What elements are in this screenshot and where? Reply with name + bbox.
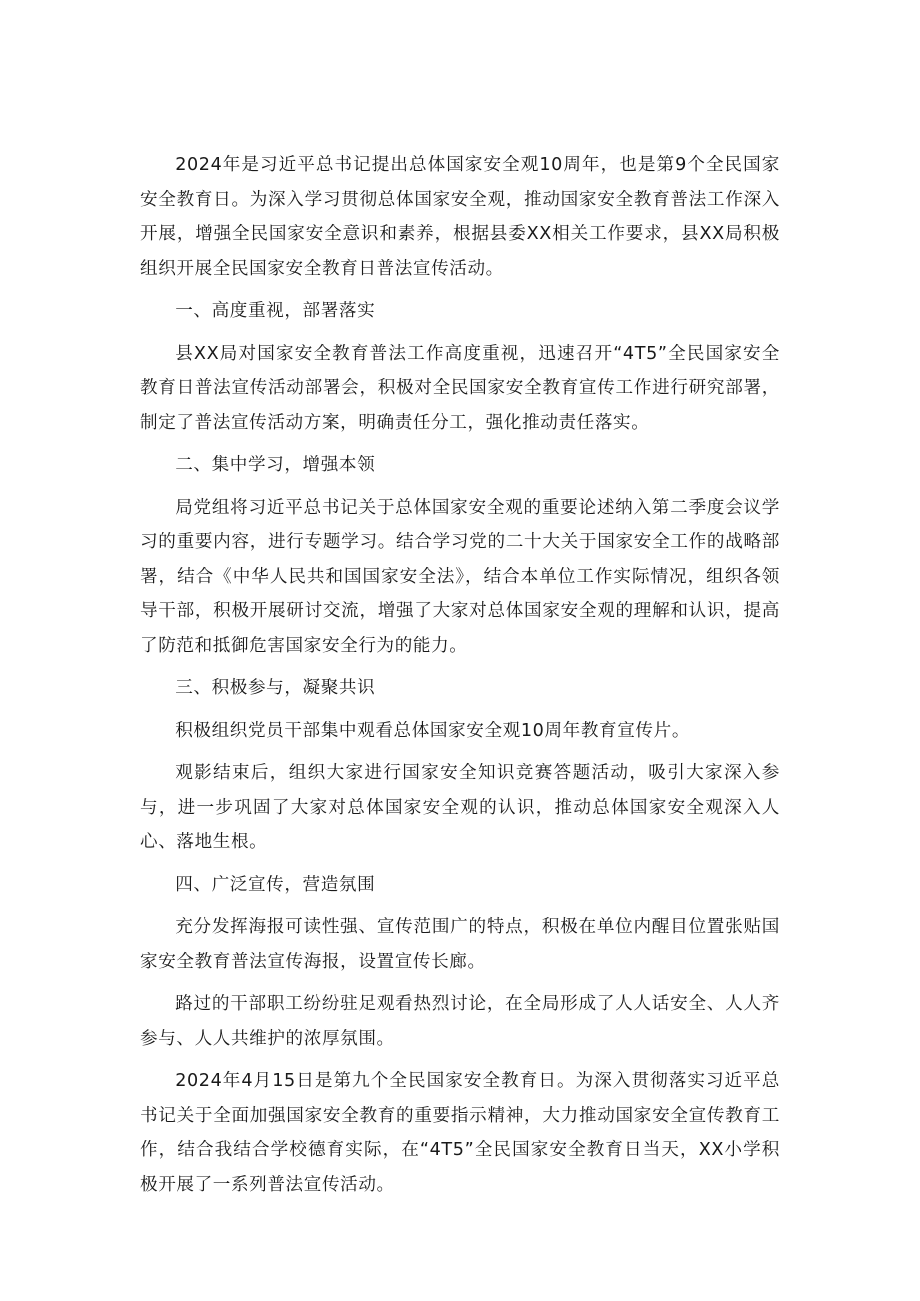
document-body <box>140 148 780 1202</box>
section-4-paragraph-1: 充分发挥海报可读性强、宣传范围广的特点，积极在单位内醒目位置张贴国家安全教育普法宣传海报，设置宣传长廊。 <box>140 917 780 972</box>
section-1-paragraph: 县XX局对国家安全教育普法工作高度重视，迅速召开“4T5”全民国家安全教育日普法宣传活动部署会，积极对全民国家安全教育宣传工作进行研究部署，制定了普法宣传活动方案，明确责任分工，强化推动责任落实。 <box>140 343 780 433</box>
section-2-paragraph: 局党组将习近平总书记关于总体国家安全观的重要论述纳入第二季度会议学习的重要内容，进行专题学习。结合学习党的二十大关于国家安全工作的战略部署，结合《中华人民共和国国家安全法》，结合本单位工作实际情况，组织各领导干部，积极开展研讨交流，增强了大家对总体国家安全观的理解和认识，提高了防范和抵御危害国家安全行为的能力。 <box>140 497 780 656</box>
section-3-paragraph-2: 观影结束后，组织大家进行国家安全知识竞赛答题活动，吸引大家深入参与，进一步巩固了大家对总体国家安全观的认识，推动总体国家安全观深入人心、落地生根。 <box>140 763 780 852</box>
closing-paragraph: 2024年4月15日是第九个全民国家安全教育日。为深入贯彻落实习近平总书记关于全面加强国家安全教育的重要指示精神，大力推动国家安全宣传教育工作，结合我结合学校德育实际，在“4T5”全民国家安全教育日当天，XX小学积极开展了一系列普法宣传活动。 <box>140 1071 780 1195</box>
section-3-paragraph-1: 积极组织党员干部集中观看总体国家安全观10周年教育宣传片。 <box>175 720 691 741</box>
intro-paragraph: 2024年是习近平总书记提出总体国家安全观10周年，也是第9个全民国家安全教育日。为深入学习贯彻总体国家安全观，推动国家安全教育普法工作深入开展，增强全民国家安全意识和素养，根据县委XX相关工作要求，县XX局积极组织开展全民国家安全教育日普法宣传活动。 <box>140 155 780 279</box>
section-4-paragraph-2: 路过的干部职工纷纷驻足观看热烈讨论，在全局形成了人人话安全、人人齐参与、人人共维护的浓厚氛围。 <box>140 994 780 1049</box>
section-heading-2: 二、集中学习，增强本领 <box>175 455 376 475</box>
section-heading-4: 四、广泛宣传，营造氛围 <box>175 874 376 895</box>
section-heading-3: 三、积极参与，凝聚共识 <box>175 678 376 698</box>
section-heading-1: 一、高度重视，部署落实 <box>175 301 376 321</box>
